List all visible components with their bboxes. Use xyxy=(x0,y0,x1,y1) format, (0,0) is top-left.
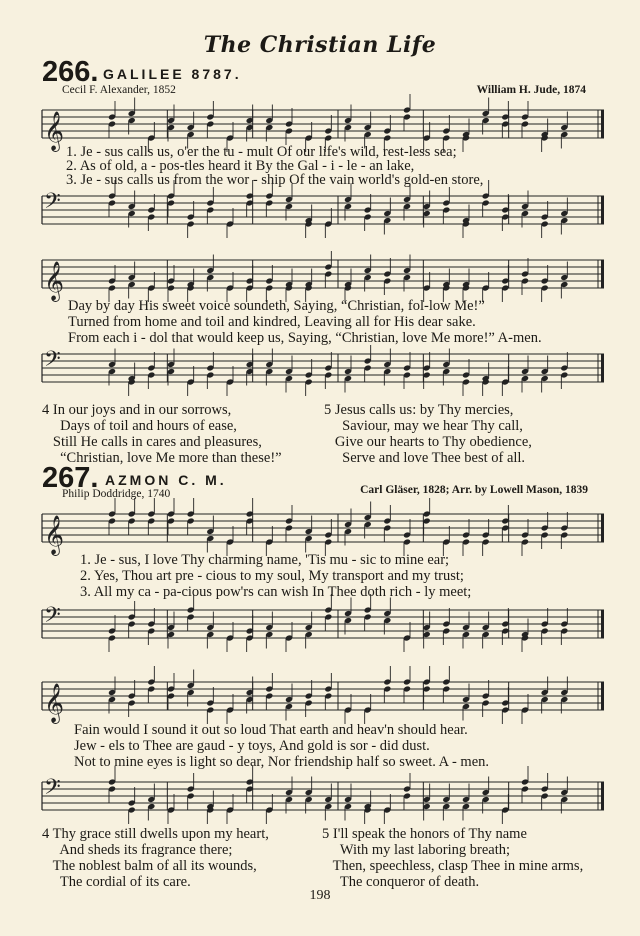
lyric-line: 2. As of old, a - pos-tles heard it By the Gal - i - le - an lake, xyxy=(66,158,415,174)
music-system-treble xyxy=(0,508,640,558)
lyric-line: 3. All my ca - pa-cious pow'rs can wish In Thee doth rich - ly meet; xyxy=(80,584,472,600)
lyric-line: 2. Yes, Thou art pre - cious to my soul, My transport and my trust; xyxy=(80,568,464,584)
svg-text:𝄢: 𝄢 xyxy=(44,189,61,219)
svg-text:𝄢: 𝄢 xyxy=(44,775,61,805)
lyric-line: Day by day His sweet voice soundeth, Saying, “Christian, fol-low Me!” xyxy=(68,298,485,314)
verse-5: 5 Jesus calls us: by Thy mercies, Saviour, may we hear Thy call, Give our hearts to Thy obedience, Serve and love Thee best of all. xyxy=(324,402,532,466)
hymn-number: 266. xyxy=(42,56,99,88)
music-credit: Carl Gläser, 1828; Arr. by Lowell Mason, 1839 xyxy=(360,484,588,496)
lyric-line: Not to mine eyes is light so dear, Nor friendship half so sweet. A - men. xyxy=(74,754,490,770)
music-system-bass xyxy=(0,776,640,826)
svg-text:𝄞: 𝄞 xyxy=(44,515,65,555)
svg-text:𝄞: 𝄞 xyxy=(44,683,65,723)
verse-4: 4 Thy grace still dwells upon my heart, And sheds its fragrance there; The noblest balm of all its wounds, The cordial of its care. xyxy=(42,826,269,890)
music-system-treble xyxy=(0,676,640,726)
tune-name: AZMON C. M. xyxy=(105,472,227,488)
lyric-line: 3. Je - sus calls us from the wor - ship Of the vain world's gold-en store, xyxy=(66,172,484,188)
verse-5: 5 I'll speak the honors of Thy name With my last laboring breath; Then, speechless, clasp Thee in mine arms, The conqueror of death. xyxy=(322,826,584,890)
page-number: 198 xyxy=(309,888,331,903)
svg-text:𝄢: 𝄢 xyxy=(44,603,61,633)
page-heading: The Christian Life xyxy=(203,32,437,58)
hymn-number: 267. xyxy=(42,462,99,494)
lyric-line: Fain would I sound it out so loud That earth and heav'n should hear. xyxy=(74,722,468,738)
words-credit: Philip Doddridge, 1740 xyxy=(62,488,171,500)
svg-text:𝄞: 𝄞 xyxy=(44,111,65,151)
svg-text:𝄞: 𝄞 xyxy=(44,261,65,301)
music-system-bass xyxy=(0,190,640,240)
lyric-line: 1. Je - sus, I love Thy charming name, 'Tis mu - sic to mine ear; xyxy=(80,552,450,568)
music-system-treble xyxy=(0,254,640,304)
music-credit: William H. Jude, 1874 xyxy=(476,84,586,96)
svg-text:𝄢: 𝄢 xyxy=(44,347,61,377)
verse-4: 4 In our joys and in our sorrows, Days of toil and hours of ease, Still He calls in cares and pleasures, “Christian, love Me more than these!” xyxy=(42,402,282,466)
words-credit: Cecil F. Alexander, 1852 xyxy=(62,84,176,96)
lyric-line: 1. Je - sus calls us, o'er the tu - mult Of our life's wild, rest-less sea; xyxy=(66,144,457,160)
music-system-bass xyxy=(0,604,640,654)
lyric-line: Turned from home and toil and kindred, Leaving all for His dear sake. xyxy=(68,314,476,330)
lyric-line: From each i - dol that would keep us, Saying, “Christian, love Me more!” A-men. xyxy=(68,330,542,346)
music-system-bass xyxy=(0,348,640,398)
tune-name: GALILEE 8787. xyxy=(103,66,242,82)
lyric-line: Jew - els to Thee are gaud - y toys, And gold is sor - did dust. xyxy=(74,738,430,754)
